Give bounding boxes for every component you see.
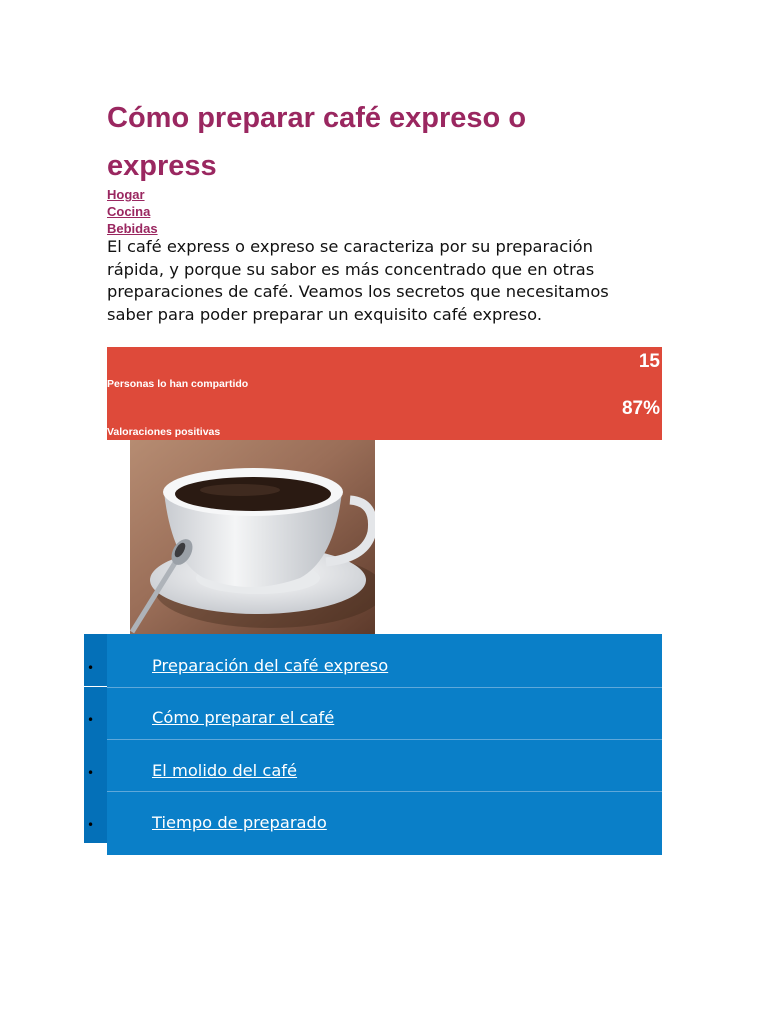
toc-link-como-preparar[interactable]: Cómo preparar el café — [152, 708, 335, 727]
toc-link-molido[interactable]: El molido del café — [152, 761, 298, 780]
breadcrumb-hogar[interactable]: Hogar — [107, 187, 145, 202]
breadcrumb-cocina[interactable]: Cocina — [107, 204, 151, 219]
toc-bullet-bg — [84, 791, 107, 843]
toc-link-tiempo[interactable]: Tiempo de preparado — [152, 813, 327, 832]
toc-divider — [107, 687, 662, 688]
coffee-cup-image — [130, 440, 375, 635]
shares-count: 15 — [638, 351, 660, 372]
shares-label: Personas lo han compartido — [107, 378, 249, 390]
breadcrumb — [107, 186, 158, 237]
toc-bullet-bg — [84, 634, 107, 686]
breadcrumb-bebidas[interactable]: Bebidas — [107, 221, 158, 236]
page-title: Cómo preparar café expreso o express — [107, 102, 527, 182]
toc-link-preparacion[interactable]: Preparación del café expreso — [152, 656, 389, 675]
list-bullet: • — [87, 818, 95, 832]
toc-divider — [107, 739, 662, 740]
stats-panel — [107, 347, 662, 440]
intro-paragraph: El café express o expreso se caracteriza por su preparación rápida, y porque su sabor es más concentrado que en otras preparaciones de café. Veamos los secretos que necesitamos saber para poder preparar un exquisito café expreso. — [107, 237, 609, 324]
rating-value: 87% — [621, 398, 660, 419]
rating-label: Valoraciones positivas — [107, 426, 221, 438]
list-bullet: • — [87, 661, 95, 675]
list-bullet: • — [87, 766, 95, 780]
toc-bullet-bg — [84, 739, 107, 791]
toc-divider — [107, 791, 662, 792]
list-bullet: • — [87, 713, 95, 727]
